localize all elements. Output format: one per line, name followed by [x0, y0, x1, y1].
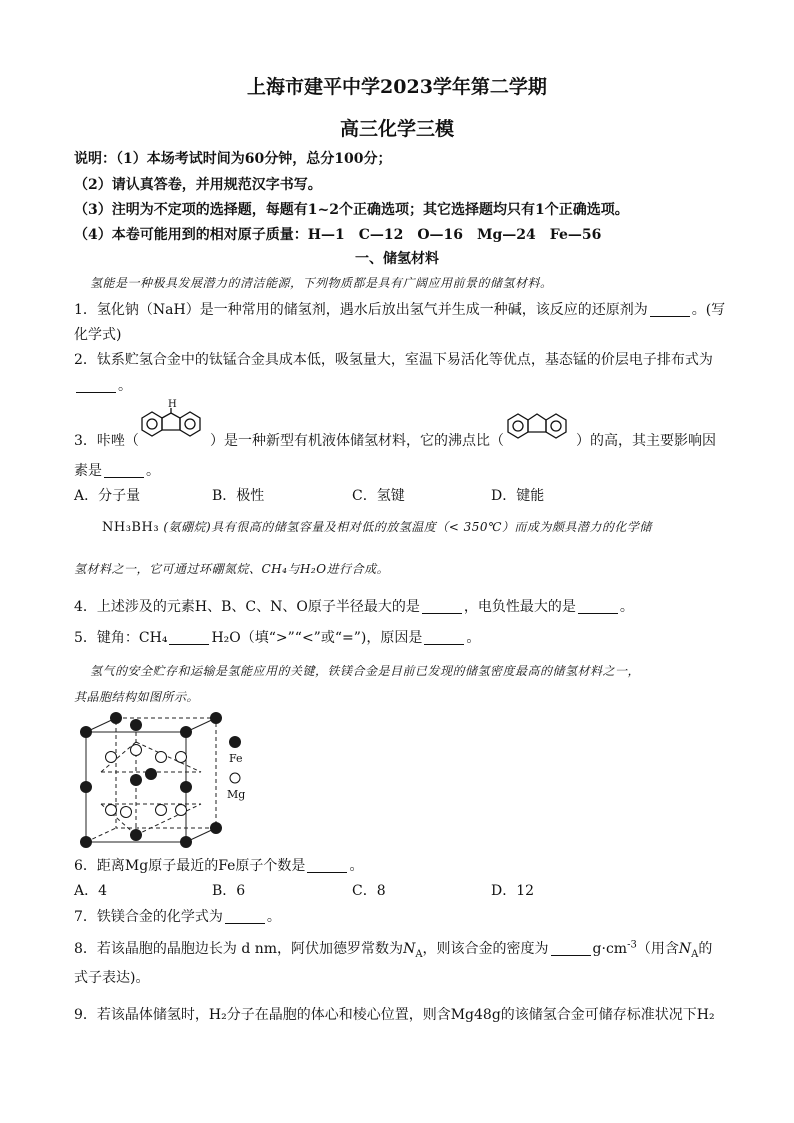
q6-option-d[interactable]: D．12 — [491, 883, 535, 899]
question-8 — [74, 938, 712, 960]
question-9: 9．若该晶体储氢时，H₂分子在晶胞的体心和棱心位置，则含Mg48g的该储氢合金可储存标准状况下H₂ — [74, 1007, 715, 1023]
exam-subtitle: 高三化学三模 — [339, 118, 454, 140]
q8-na-symbol: N — [403, 941, 416, 957]
q7-text-end: 。 — [266, 909, 281, 925]
q4-text-c: 。 — [619, 599, 634, 615]
q3-option-a[interactable]: A．分子量 — [74, 488, 141, 504]
q8-answer-blank[interactable] — [551, 941, 591, 956]
q8-unit: g·cm — [592, 941, 628, 957]
question-3-mid: ）是一种新型有机液体储氢材料，它的沸点比（ — [210, 433, 504, 449]
ammonia-borane-formula: NH₃BH₃ — [102, 520, 160, 535]
q5-text-c: 。 — [466, 630, 481, 646]
q6-text: 6．距离Mg原子最近的Fe原子个数是 — [74, 858, 306, 874]
carbazole-structure-icon — [132, 398, 210, 448]
q1-text: 1．氢化钠（NaH）是一种常用的储氢剂，遇水后放出氢气并生成一种碱，该反应的还原剂为 — [74, 302, 648, 318]
q5-blank-2[interactable] — [424, 630, 464, 645]
q7-text: 7．铁镁合金的化学式为 — [74, 909, 223, 925]
section-intro-3-cont: 其晶胞结构如图所示。 — [74, 690, 200, 704]
q8-text-c: （用含 — [636, 941, 679, 957]
q4-blank-2[interactable] — [578, 599, 618, 614]
q5-text-a: 5．键角：CH₄ — [74, 630, 168, 646]
q8-text-a: 8．若该晶胞的晶胞边长为 d nm，阿伏加德罗常数为 — [74, 941, 404, 957]
q3-option-b[interactable]: B．极性 — [212, 488, 265, 504]
note-3: （3）注明为不定项的选择题，每题有1~2个正确选项；其它选择题均只有1个正确选项。 — [74, 202, 629, 218]
note-2: （2）请认真答卷，并用规范汉字书写。 — [74, 177, 322, 193]
question-3-end: ）的高，其主要影响因 — [576, 433, 716, 449]
section-heading: 一、储氢材料 — [355, 251, 439, 267]
question-1 — [74, 299, 725, 319]
question-6 — [74, 855, 363, 875]
legend-mg-label: Mg — [227, 788, 246, 801]
q3-text-e: 。 — [146, 463, 160, 479]
q8-text-d: 的 — [698, 941, 713, 957]
q4-text-a: 4．上述涉及的元素H、B、C、N、O原子半径最大的是 — [74, 599, 420, 615]
question-7 — [74, 906, 281, 926]
section-intro-2 — [102, 518, 652, 535]
q8-na-symbol-2: N — [678, 941, 692, 957]
q6-text-end: 。 — [349, 858, 364, 874]
q6-answer-blank[interactable] — [307, 858, 347, 873]
q8-text-b: ，则该合金的密度为 — [422, 941, 549, 957]
q5-text-b: H₂O（填“>”“<”或“=”)，原因是 — [211, 630, 423, 646]
q5-blank-1[interactable] — [169, 630, 209, 645]
intro-2-text: (氨硼烷)具有很高的储氢容量及相对低的放氢温度（< 350℃）而成为颇具潜力的化学储 — [163, 520, 652, 534]
section-intro-3: 氢气的安全贮存和运输是氢能应用的关键，铁镁合金是目前已发现的储氢密度最高的储氢材料之一， — [90, 664, 641, 678]
carbazole-h-label: H — [168, 399, 177, 410]
q6-option-a[interactable]: A．4 — [74, 883, 108, 899]
question-1-cont: 化学式) — [74, 327, 122, 343]
question-3-cont — [74, 460, 160, 480]
q8-na-sub-2: A — [691, 948, 699, 960]
q6-option-c[interactable]: C．8 — [352, 883, 386, 899]
q1-text-end: 。(写 — [691, 302, 726, 318]
exam-title: 上海市建平中学2023学年第二学期 — [247, 76, 547, 98]
crystal-cell-figure — [78, 712, 258, 848]
q6-option-b[interactable]: B．6 — [212, 883, 246, 899]
question-3 — [74, 430, 139, 450]
question-8-cont: 式子表达)。 — [74, 970, 150, 986]
q3-text-d: 素是 — [74, 463, 102, 479]
q8-na-sub: A — [415, 948, 423, 960]
q2-text-end: 。 — [118, 378, 132, 394]
legend-fe-label: Fe — [229, 752, 243, 765]
q8-unit-sup: -3 — [627, 939, 637, 951]
q4-blank-1[interactable] — [422, 599, 462, 614]
mg-atom-legend-icon — [230, 773, 240, 783]
question-2-cont — [74, 375, 132, 395]
fe-atom-legend-icon — [229, 736, 241, 748]
q3-answer-blank[interactable] — [104, 463, 144, 478]
q7-answer-blank[interactable] — [225, 909, 265, 924]
note-4: （4）本卷可能用到的相对原子质量：H—1 C—12 O—16 Mg—24 Fe—56 — [74, 227, 602, 243]
q3-option-c[interactable]: C．氢键 — [352, 488, 405, 504]
question-2: 2．钛系贮氢合金中的钛锰合金具成本低，吸氢量大，室温下易活化等优点，基态锰的价层电子排布式为 — [74, 352, 713, 368]
q4-text-b: ，电负性最大的是 — [463, 599, 576, 615]
q1-answer-blank[interactable] — [650, 302, 690, 317]
q3-text-a: 3．咔唑（ — [74, 433, 139, 449]
q2-answer-blank[interactable] — [76, 378, 116, 393]
question-4 — [74, 596, 634, 616]
note-1: 说明：（1）本场考试时间为60分钟，总分100分； — [74, 151, 392, 167]
fluorene-structure-icon — [498, 408, 576, 448]
section-intro-1: 氢能是一种极具发展潜力的清洁能源，下列物质都是具有广阔应用前景的储氢材料。 — [90, 276, 553, 290]
section-intro-2-cont: 氢材料之一，它可通过环硼氮烷、CH₄与H₂O进行合成。 — [74, 562, 390, 576]
q3-option-d[interactable]: D．键能 — [491, 488, 545, 504]
question-5 — [74, 627, 480, 647]
